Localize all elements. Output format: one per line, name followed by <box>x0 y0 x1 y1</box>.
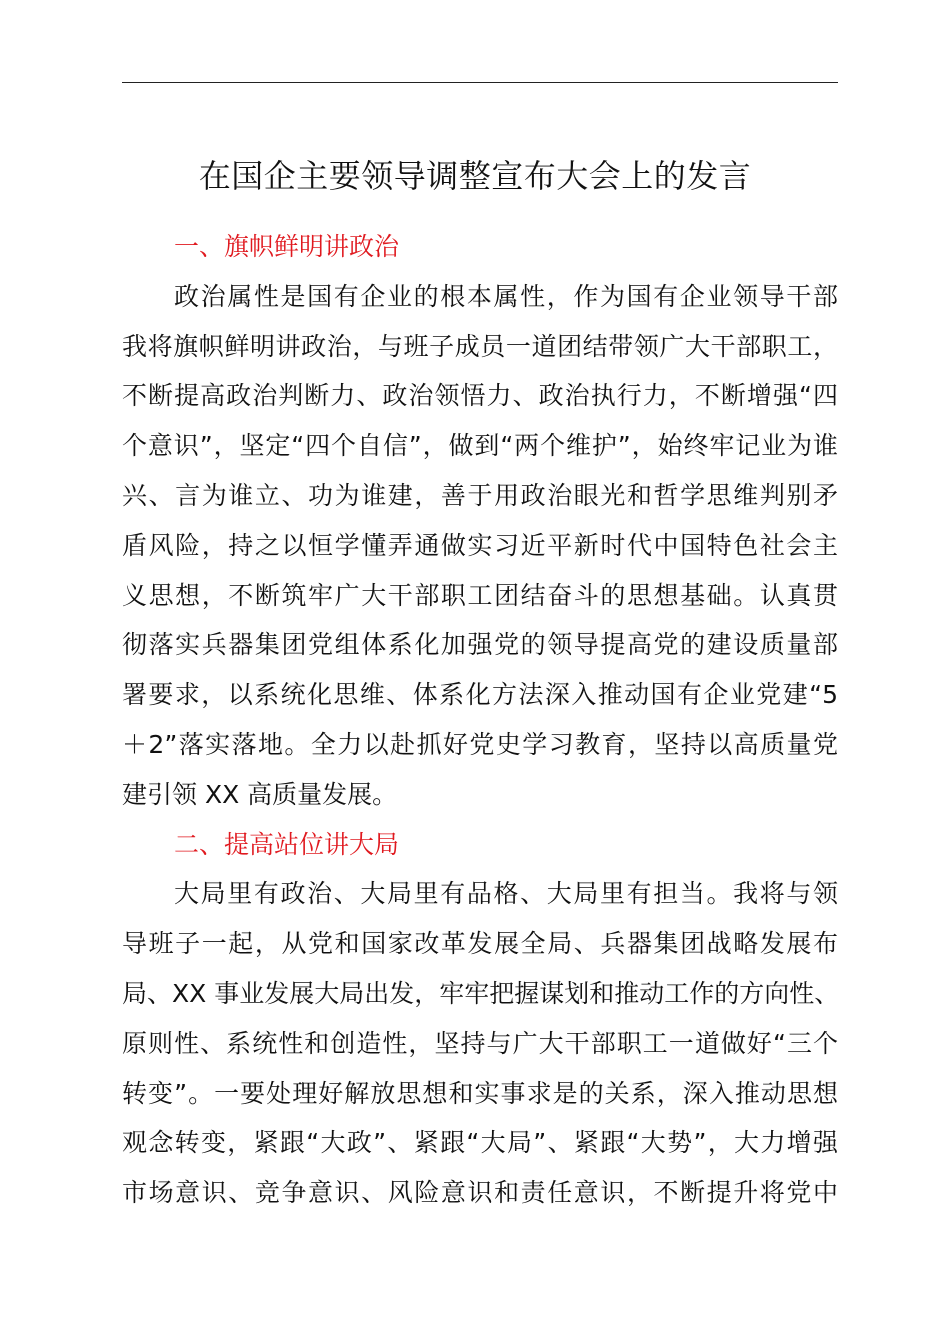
section-heading-2: 二、提高站位讲大局 <box>174 829 400 859</box>
paragraph-line: 盾风险，持之以恒学懂弄通做实习近平新时代中国特色社会主 <box>122 530 838 560</box>
paragraph-line: 不断提高政治判断力、政治领悟力、政治执行力，不断增强“四 <box>122 381 838 411</box>
paragraph-line: ＋2”落实落地。全力以赴抓好党史学习教育，坚持以高质量党 <box>122 729 838 759</box>
paragraph-line: 署要求，以系统化思维、体系化方法深入推动国有企业党建“5 <box>122 680 838 710</box>
paragraph-line: 义思想，不断筑牢广大干部职工团结奋斗的思想基础。认真贯 <box>122 580 838 610</box>
paragraph-line: 局、XX 事业发展大局出发，牢牢把握谋划和推动工作的方向性、 <box>122 978 840 1008</box>
paragraph-line: 彻落实兵器集团党组体系化加强党的领导提高党的建设质量部 <box>122 630 838 660</box>
paragraph-line: 大局里有政治、大局里有品格、大局里有担当。我将与领 <box>174 879 838 909</box>
paragraph-line: 个意识”，坚定“四个自信”，做到“两个维护”，始终牢记业为谁 <box>122 431 838 461</box>
paragraph-line: 政治属性是国有企业的根本属性，作为国有企业领导干部 <box>174 281 838 311</box>
paragraph-line: 观念转变，紧跟“大政”、紧跟“大局”、紧跟“大势”，大力增强 <box>122 1128 838 1158</box>
document-title: 在国企主要领导调整宣布大会上的发言 <box>198 157 752 195</box>
paragraph-line: 市场意识、竞争意识、风险意识和责任意识，不断提升将党中 <box>122 1178 838 1208</box>
section-heading-1: 一、旗帜鲜明讲政治 <box>174 232 400 261</box>
paragraph-line: 建引领 XX 高质量发展。 <box>122 779 398 809</box>
header-rule <box>122 82 838 83</box>
paragraph-line: 原则性、系统性和创造性，坚持与广大干部职工一道做好“三个 <box>122 1028 838 1058</box>
paragraph-line: 转变”。一要处理好解放思想和实事求是的关系，深入推动思想 <box>122 1078 838 1108</box>
paragraph-line: 导班子一起，从党和国家改革发展全局、兵器集团战略发展布 <box>122 929 838 959</box>
paragraph-line: 兴、言为谁立、功为谁建，善于用政治眼光和哲学思维判别矛 <box>122 480 838 510</box>
document-body <box>122 222 838 1218</box>
paragraph-line: 我将旗帜鲜明讲政治，与班子成员一道团结带领广大干部职工， <box>122 331 838 361</box>
